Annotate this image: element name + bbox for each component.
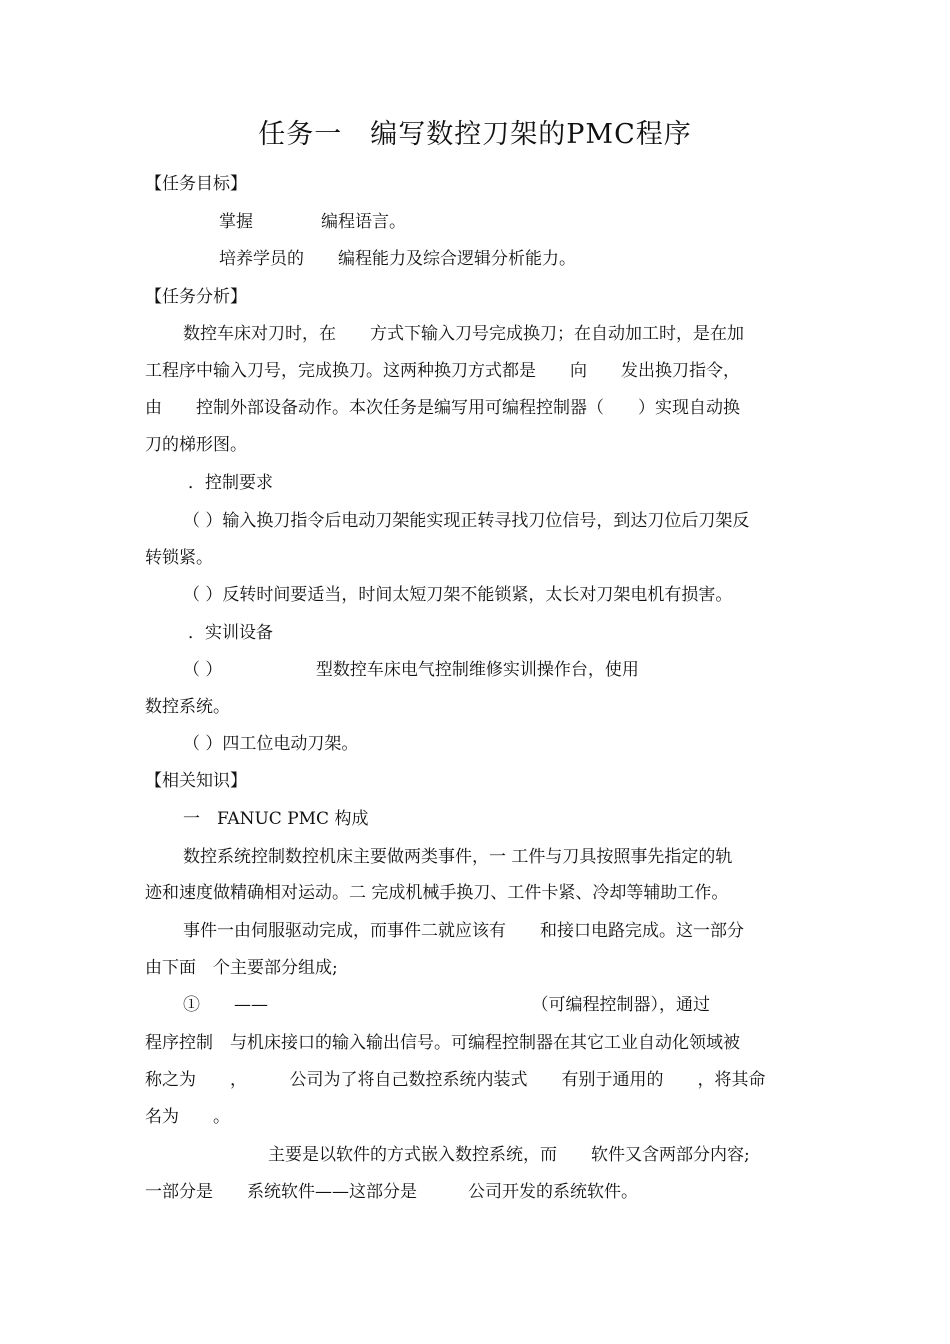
paragraph-line: 程序控制 与机床接口的输入输出信号。可编程控制器在其它工业自动化领域被 [145,1033,740,1053]
paragraph-line: 数控车床对刀时，在 方式下输入刀号完成换刀；在自动加工时，是在加 [183,324,744,344]
paragraph-line: 转锁紧。 [145,548,213,568]
paragraph-line: 由 控制外部设备动作。本次任务是编写用可编程控制器（ ）实现自动换 [145,398,740,418]
paragraph-line: 一部分是 系统软件——这部分是 公司开发的系统软件。 [145,1182,638,1202]
paragraph-line: 工程序中输入刀号，完成换刀。这两种换刀方式都是 向 发出换刀指令， [145,361,740,381]
subheading-fanuc-pmc: 一 FANUC PMC 构成 [183,809,369,829]
paragraph-line: 主要是以软件的方式嵌入数控系统，而 软件又含两部分内容; [268,1145,750,1165]
paragraph-line: 由下面 个主要部分组成; [145,958,338,978]
section-heading-analysis: 【任务分析】 [145,287,247,307]
paragraph-line: 刀的梯形图。 [145,435,247,455]
paragraph-line: 培养学员的 编程能力及综合逻辑分析能力。 [185,249,576,269]
paragraph-line: 数控系统控制数控机床主要做两类事件，一 工件与刀具按照事先指定的轨 [183,847,733,867]
paragraph-line: （ ）反转时间要适当，时间太短刀架不能锁紧，太长对刀架电机有损害。 [183,585,733,605]
paragraph-line: 名为 。 [145,1107,230,1127]
paragraph-line: （ ）四工位电动刀架。 [183,734,359,754]
section-heading-knowledge: 【相关知识】 [145,771,247,791]
section-heading-goals: 【任务目标】 [145,174,247,194]
paragraph-line: 掌握 编程语言。 [185,212,406,232]
paragraph-line: 数控系统。 [145,697,230,717]
paragraph-line: 事件一由伺服驱动完成，而事件二就应该有 和接口电路完成。这一部分 [183,921,744,941]
subheading-training-equipment: ．实训设备 [188,623,273,643]
subheading-control-requirements: ．控制要求 [188,473,273,493]
page-title: 任务一 编写数控刀架的PMC程序 [258,119,692,150]
paragraph-line: （ ） 型数控车床电气控制维修实训操作台，使用 [183,660,639,680]
paragraph-line: 迹和速度做精确相对运动。二 完成机械手换刀、工件卡紧、冷却等辅助工作。 [145,883,729,903]
paragraph-line: （ ）输入换刀指令后电动刀架能实现正转寻找刀位信号，到达刀位后刀架反 [183,511,750,531]
list-item: ① —— （可编程控制器），通过 [183,995,710,1015]
paragraph-line: 称之为 ， 公司为了将自己数控系统内装式 有别于通用的 ，将其命 [145,1070,766,1090]
